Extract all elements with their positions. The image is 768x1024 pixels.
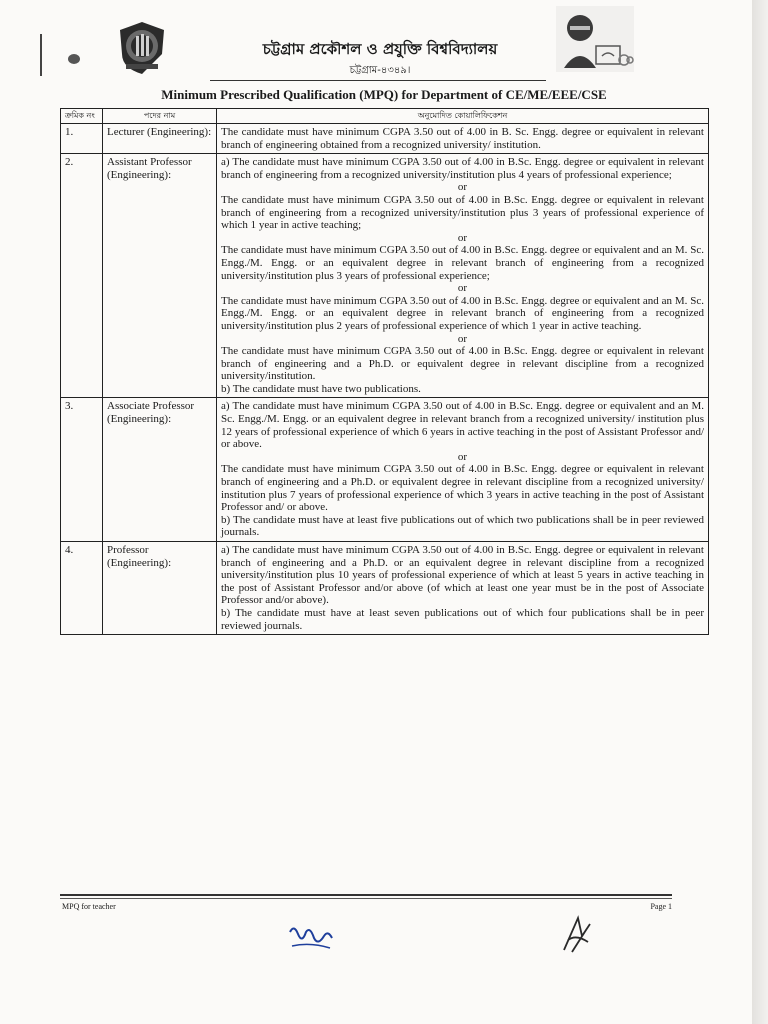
header-rule xyxy=(210,80,546,81)
footer-rule xyxy=(60,898,672,899)
serial-cell: 1. xyxy=(61,124,103,154)
publication-requirement: b) The candidate must have at least seven publications out of which four publications shall be in peer reviewed journals. xyxy=(221,606,704,632)
page-number: Page 1 xyxy=(650,902,672,911)
table-row xyxy=(61,398,709,542)
qualification-cell xyxy=(217,398,709,542)
university-crest-icon xyxy=(116,20,168,74)
table-row xyxy=(61,124,709,154)
serial-cell: 2. xyxy=(61,154,103,398)
handwritten-signature-icon xyxy=(558,914,594,954)
publication-requirement: b) The candidate must have at least five publications out of which two publications shall be in peer reviewed journals. xyxy=(221,513,704,539)
qualification-text: The candidate must have minimum CGPA 3.50 out of 4.00 in B.Sc. Engg. degree or equivalent in relevant branch of engineering from a recognized university/institution plus 3 years of professional experience of which 1 year in active teaching; xyxy=(221,193,704,232)
qualification-text: The candidate must have minimum CGPA 3.50 out of 4.00 in B.Sc. Engg. degree or equivalent and an M. Sc. Engg./M. Engg. or an equivalent degree in relevant branch of engineering from a recognized university/institution plus 3 years of professional experience; xyxy=(221,244,704,282)
city-code: চট্টগ্রাম-৪৩৪৯। xyxy=(349,65,411,76)
header-post: পদের নাম xyxy=(103,109,217,124)
handwritten-initials-icon xyxy=(286,922,334,952)
page-edge xyxy=(752,0,768,1024)
table-row xyxy=(61,542,709,635)
serial-cell: 4. xyxy=(61,542,103,635)
footer-rule xyxy=(60,894,672,896)
qualification-text: a) The candidate must have minimum CGPA 3.50 out of 4.00 in B.Sc. Engg. degree or equivalent and an M. Sc. Engg./M. Engg. or an equivalent degree in relevant branch from a recognized university/ institution plus 12 years of professional experience of which 6 years in active teaching in the post of Assistant Professor and/ or above. xyxy=(221,400,704,451)
or-separator: or xyxy=(457,332,468,345)
or-separator: or xyxy=(457,450,468,463)
qualification-text: The candidate must have minimum CGPA 3.50 out of 4.00 in B. Sc. Engg. degree or equivalent in relevant branch of engineering obtained from a recognized university/ institution. xyxy=(221,126,704,151)
publication-requirement: b) The candidate must have two publications. xyxy=(221,382,421,395)
mujib-100-emblem-icon xyxy=(556,6,634,72)
post-cell: Associate Professor (Engineering): xyxy=(103,398,217,542)
qualification-text: a) The candidate must have minimum CGPA 3.50 out of 4.00 in B.Sc. Engg. degree or equivalent in relevant branch of engineering from a recognized university/institution plus 4 years of professional experience; xyxy=(221,156,704,181)
post-cell: Lecturer (Engineering): xyxy=(103,124,217,154)
qualification-text: The candidate must have minimum CGPA 3.50 out of 4.00 in B.Sc. Engg. degree or equivalent in relevant branch of engineering and a Ph.D. or equivalent degree in relevant discipline from a recognized university/ institution plus 7 years of professional experience of which 3 years in active teaching in the post of Assistant Professor and/ or above. xyxy=(221,463,704,514)
qualification-text: The candidate must have minimum CGPA 3.50 out of 4.00 in B.Sc. Engg. degree or equivalent in relevant branch of engineering and a Ph.D. or equivalent degree in relevant discipline from a recognized university/institution. xyxy=(221,345,704,383)
qualification-cell xyxy=(217,154,709,398)
post-cell: Professor (Engineering): xyxy=(103,542,217,635)
table-header-row xyxy=(61,109,709,124)
header-qualification: অনুমোদিত কোয়ালিফিকেশন xyxy=(217,109,709,124)
punch-hole xyxy=(68,54,80,64)
qualification-text: a) The candidate must have minimum CGPA 3.50 out of 4.00 in B.Sc. Engg. degree or equivalent in relevant branch of engineering and a Ph.D. or an equivalent degree in relevant discipline from a recognized university/institution plus 10 years of professional experience of which at least 5 years in active teaching in the post of Assistant Professor and/or above (of which at least one year must be in the post of Associate Professor and/or above). xyxy=(221,544,704,607)
footer-label: MPQ for teacher xyxy=(62,902,116,911)
qualification-cell xyxy=(217,542,709,635)
serial-cell: 3. xyxy=(61,398,103,542)
qualification-text: The candidate must have minimum CGPA 3.50 out of 4.00 in B.Sc. Engg. degree or equivalent and an M. Sc. Engg./M. Engg. or an equivalent degree in relevant branch of engineering from a recognized university/institution plus 2 years of professional experience of which 1 year in active teaching. xyxy=(221,294,704,332)
or-separator: or xyxy=(457,231,468,244)
or-separator: or xyxy=(457,282,468,295)
university-name: চট্টগ্রাম প্রকৌশল ও প্রযুক্তি বিশ্ববিদ্যালয় xyxy=(262,40,498,58)
qualification-cell xyxy=(217,124,709,154)
or-separator: or xyxy=(457,181,468,194)
document-title: Minimum Prescribed Qualification (MPQ) for Department of CE/ME/EEE/CSE xyxy=(161,87,607,102)
header-serial: ক্রমিক নং xyxy=(61,109,103,124)
table-row xyxy=(61,154,709,398)
margin-mark xyxy=(40,34,42,76)
mpq-table xyxy=(60,108,709,635)
post-cell: Assistant Professor (Engineering): xyxy=(103,154,217,398)
